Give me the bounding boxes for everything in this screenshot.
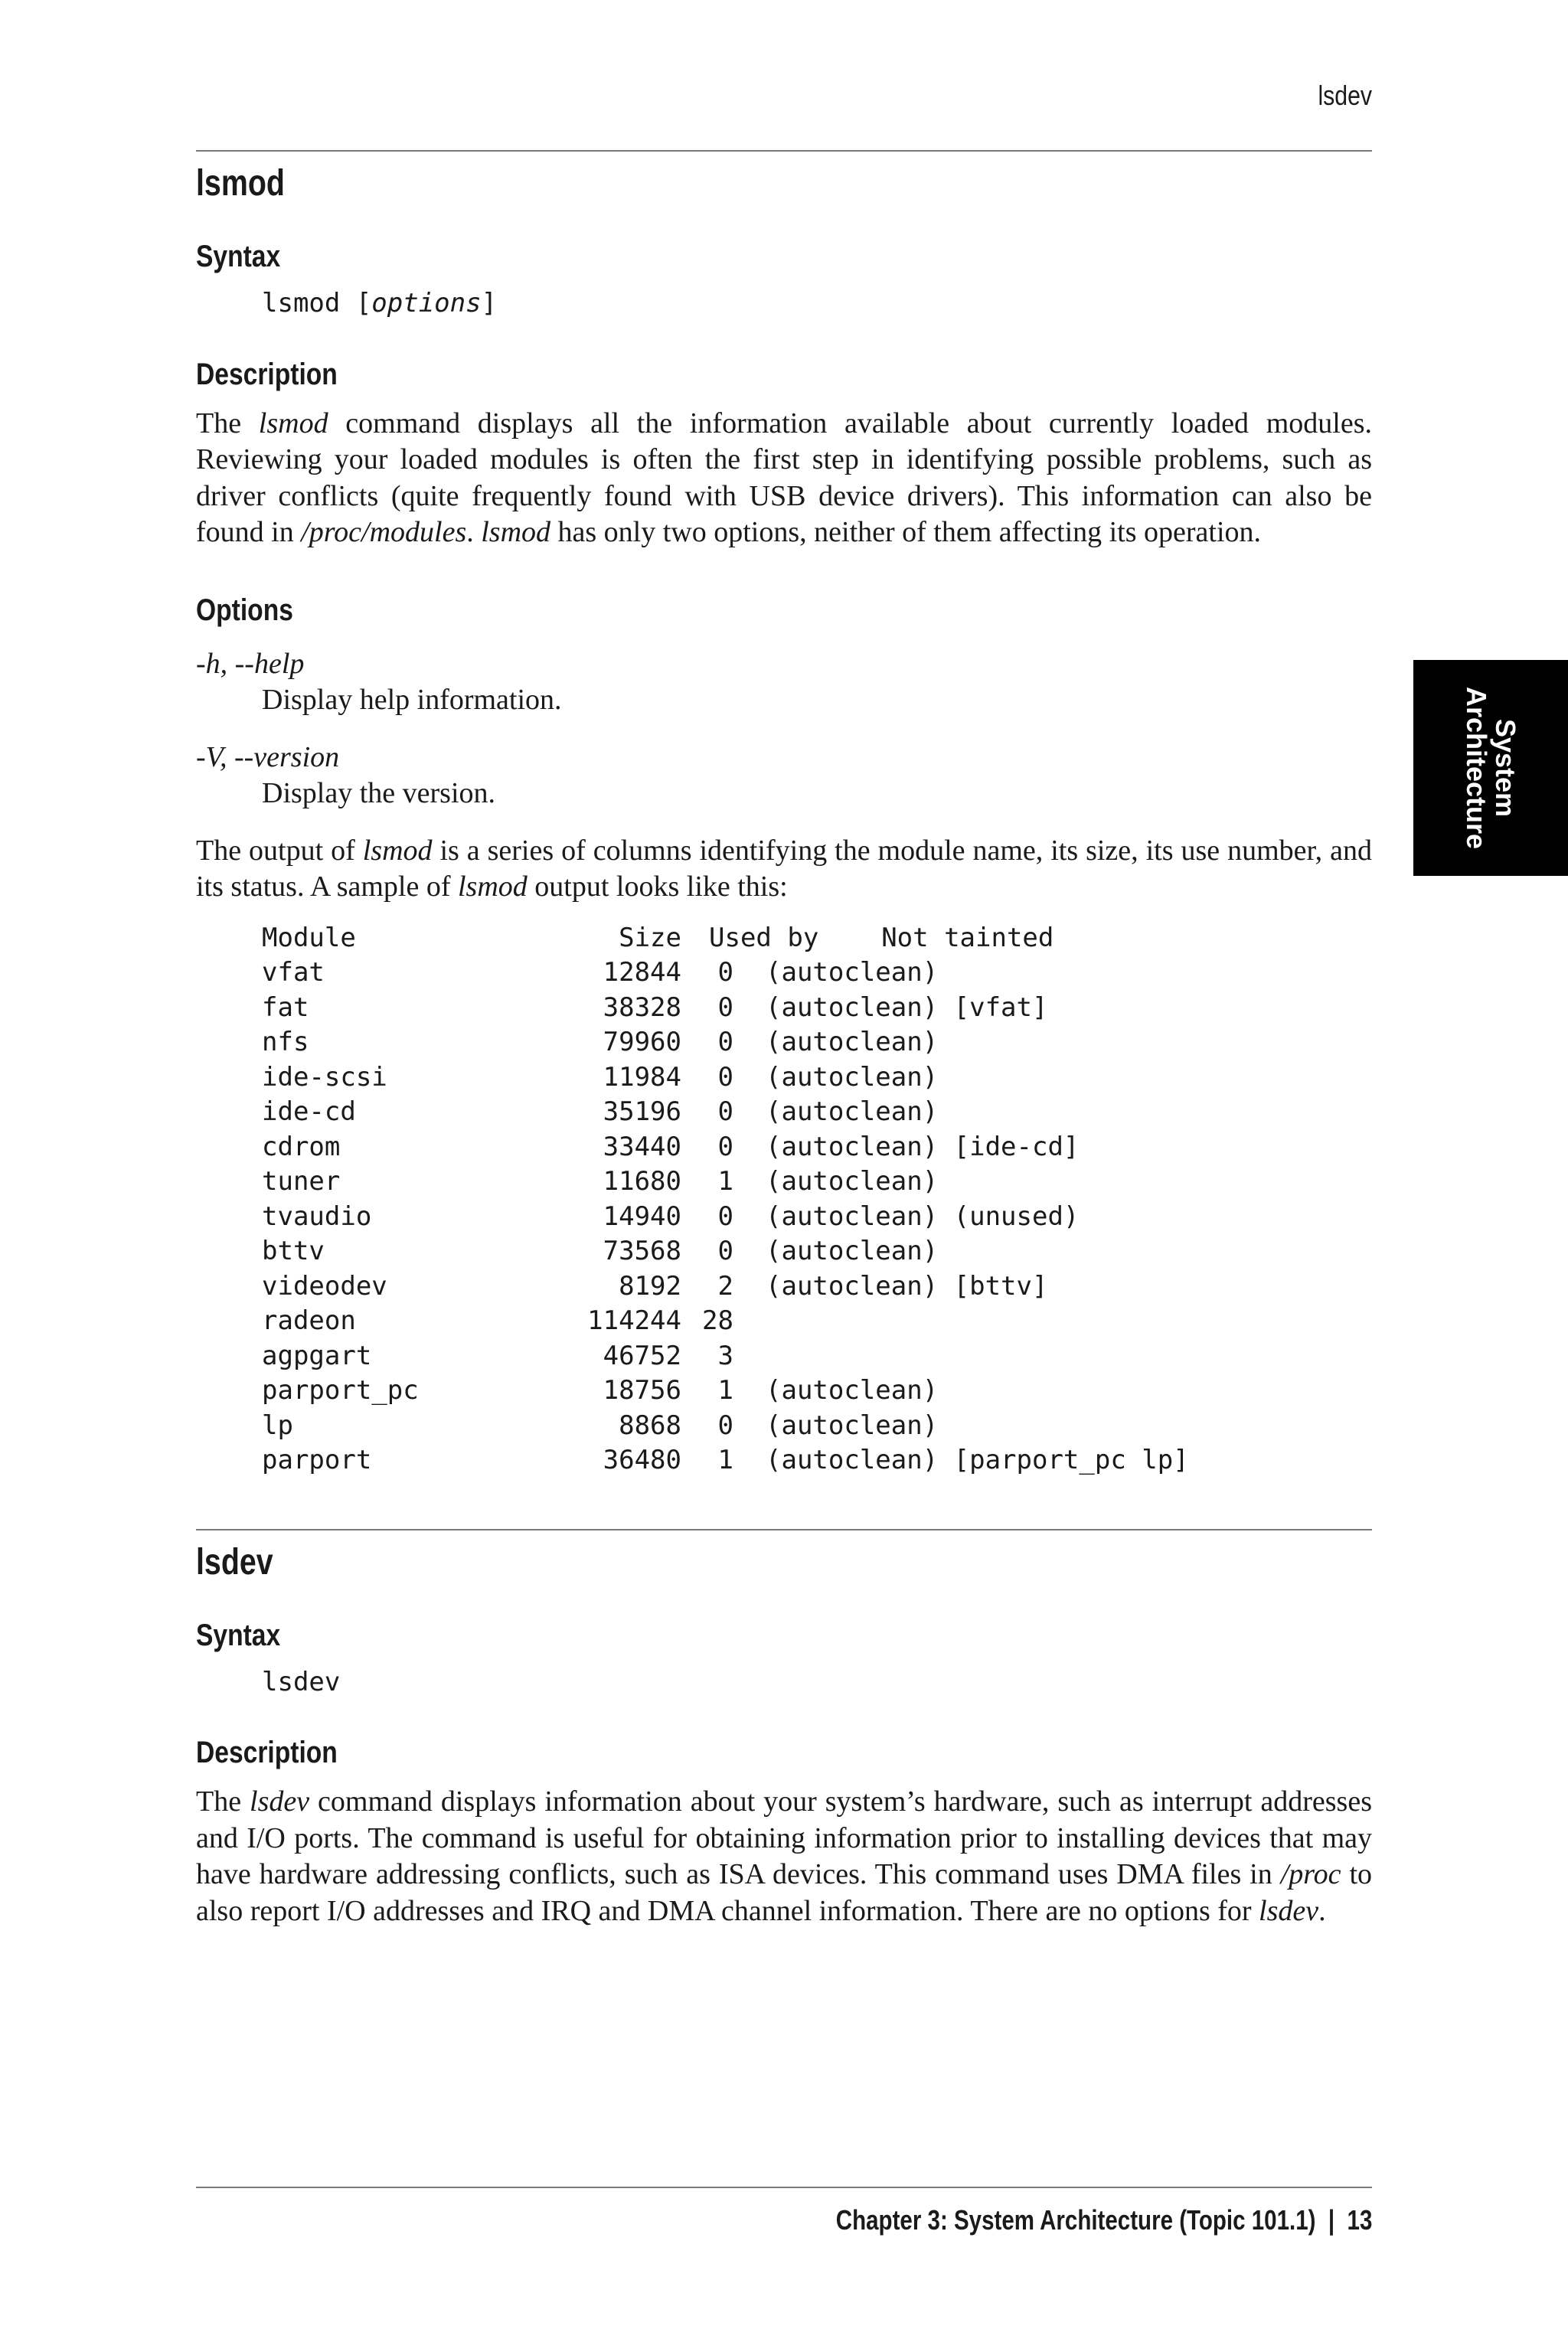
module-rows xyxy=(262,956,1189,1478)
module-used-count: 0 xyxy=(717,991,733,1023)
module-size: 38328 xyxy=(603,991,681,1023)
module-name: ide-cd xyxy=(262,1096,356,1127)
module-size: 8868 xyxy=(619,1410,681,1441)
module-size: 18756 xyxy=(603,1375,681,1406)
module-used-count: 0 xyxy=(717,1131,733,1162)
lsmod-output-table xyxy=(262,921,1189,1478)
module-name: lp xyxy=(262,1410,293,1441)
option-description: Display help information. xyxy=(262,683,562,716)
thumb-tab-line2: Architecture xyxy=(1461,686,1492,850)
module-name: fat xyxy=(262,991,309,1023)
syntax-code xyxy=(262,286,1372,322)
module-size: 36480 xyxy=(603,1445,681,1475)
syntax-command: lsmod [ xyxy=(262,288,372,318)
header-module: Module xyxy=(262,922,356,953)
description-paragraph xyxy=(196,406,1372,551)
module-used-by: (autoclean) [parport_pc lp] xyxy=(766,1445,1189,1475)
module-used-count: 0 xyxy=(717,1410,733,1441)
module-size: 14940 xyxy=(603,1200,681,1232)
desc-text: The xyxy=(196,407,259,439)
module-used-by: (autoclean) xyxy=(766,1061,939,1093)
module-size: 33440 xyxy=(603,1131,681,1162)
desc-text: to also report I/O addresses and IRQ and DMA channel information. There are no options for xyxy=(196,1858,1372,1927)
footer-separator: | xyxy=(1328,2204,1334,2236)
intro-text: The output of xyxy=(196,834,363,867)
footer-chapter: Chapter 3: System Architecture (Topic 101.1) xyxy=(835,2204,1316,2236)
table-row xyxy=(262,1443,1189,1478)
table-row xyxy=(262,1025,1189,1060)
running-head: lsdev xyxy=(1318,80,1372,111)
module-name: radeon xyxy=(262,1305,356,1336)
module-size: 11680 xyxy=(603,1166,681,1197)
header-used-status xyxy=(681,921,1189,956)
desc-command: lsmod xyxy=(258,407,328,439)
module-size: 35196 xyxy=(603,1096,681,1127)
module-used-count: 0 xyxy=(717,1236,733,1266)
module-used-count: 1 xyxy=(717,1166,733,1197)
table-row xyxy=(262,1200,1189,1235)
desc-text: has only two options, neither of them affecting its operation. xyxy=(550,516,1262,548)
header-size: Size xyxy=(619,922,681,953)
module-used-count: 2 xyxy=(717,1270,733,1302)
lsmod-section xyxy=(196,150,1372,1478)
module-used-by: (autoclean) xyxy=(766,1410,939,1441)
header-status: Not tainted xyxy=(881,922,1054,953)
table-row xyxy=(262,1304,1189,1339)
description-heading: Description xyxy=(196,357,338,391)
module-used-count: 28 xyxy=(702,1305,733,1336)
thumb-tab-line1: System xyxy=(1490,718,1521,818)
description-heading: Description xyxy=(196,1736,338,1769)
table-row xyxy=(262,991,1189,1026)
desc-text: command displays all the information available about currently loaded modules. Reviewing your loaded modules is often the first step in identifying possible problems, such as driver conflicts (quite frequently found with USB device drivers). This information can also be found in xyxy=(196,407,1373,548)
table-row xyxy=(262,1165,1189,1200)
module-used-by: (autoclean) xyxy=(766,1236,939,1266)
option-description: Display the version. xyxy=(262,776,496,809)
desc-command: lsdev xyxy=(1259,1894,1319,1927)
module-name: vfat xyxy=(262,957,325,988)
thumb-tab xyxy=(1413,660,1568,876)
table-row xyxy=(262,1269,1189,1305)
module-used-by: (autoclean) [bttv] xyxy=(766,1270,1048,1302)
module-used-by: (autoclean) xyxy=(766,1375,939,1406)
module-size: 11984 xyxy=(603,1061,681,1093)
syntax-close: ] xyxy=(481,288,498,318)
module-used-by: (autoclean) xyxy=(766,1027,939,1057)
module-used-by: (autoclean) xyxy=(766,1096,939,1127)
module-name: parport_pc xyxy=(262,1375,419,1406)
module-name: tvaudio xyxy=(262,1200,372,1232)
desc-text: The xyxy=(196,1785,250,1818)
syntax-argument: options xyxy=(371,288,482,318)
module-used-by: (autoclean) xyxy=(766,1166,939,1197)
desc-path: /proc/modules xyxy=(301,516,467,548)
module-used-count: 3 xyxy=(717,1340,733,1371)
desc-text: . xyxy=(466,516,482,548)
module-used-count: 0 xyxy=(717,957,733,988)
options-heading: Options xyxy=(196,593,293,627)
module-used-count: 0 xyxy=(717,1096,733,1127)
syntax-heading: Syntax xyxy=(196,1618,281,1652)
desc-text: . xyxy=(1318,1894,1326,1927)
page-footer xyxy=(835,2202,1372,2239)
section-title-lsmod: lsmod xyxy=(196,163,285,204)
module-name: nfs xyxy=(262,1027,309,1057)
intro-command: lsmod xyxy=(458,871,528,903)
module-used-count: 1 xyxy=(717,1445,733,1475)
module-used-by xyxy=(737,1339,1189,1374)
module-size: 114244 xyxy=(587,1305,681,1336)
module-size: 46752 xyxy=(603,1340,681,1371)
option-term: -h, --help xyxy=(196,647,305,680)
module-size: 12844 xyxy=(603,957,681,988)
table-row xyxy=(262,1060,1189,1096)
module-name: parport xyxy=(262,1445,372,1475)
module-name: agpgart xyxy=(262,1340,372,1371)
table-row xyxy=(262,1339,1189,1374)
module-name: tuner xyxy=(262,1166,341,1197)
syntax-code: lsdev xyxy=(262,1666,341,1697)
module-used-count: 1 xyxy=(717,1375,733,1406)
desc-text: command displays information about your system’s hardware, such as interrupt addresses and I/O ports. The command is useful for obtaining information prior to installing devices that may have hardware addressing conflicts, such as ISA devices. This command uses DMA files in xyxy=(196,1785,1372,1890)
module-used-count: 0 xyxy=(717,1061,733,1093)
footer-rule xyxy=(196,2187,1372,2188)
module-used-count: 0 xyxy=(717,1200,733,1232)
intro-command: lsmod xyxy=(362,834,433,867)
thumb-tab-label xyxy=(1462,687,1520,849)
table-header-row xyxy=(262,921,1189,956)
option-item xyxy=(196,740,1372,812)
option-term: -V, --version xyxy=(196,740,340,773)
module-name: videodev xyxy=(262,1270,387,1302)
header-used-by: Used by xyxy=(709,922,819,953)
desc-command: lsdev xyxy=(250,1785,310,1818)
output-intro-paragraph xyxy=(196,833,1372,906)
module-size: 79960 xyxy=(603,1027,681,1057)
intro-text: is a series of columns identifying the module name, its size, its use number, and its status. A sample of xyxy=(196,834,1372,903)
table-row xyxy=(262,1409,1189,1444)
page-body xyxy=(196,150,1372,1929)
table-row xyxy=(262,1234,1189,1269)
module-name: bttv xyxy=(262,1236,325,1266)
table-row xyxy=(262,1130,1189,1165)
module-size: 73568 xyxy=(603,1236,681,1266)
module-used-by: (autoclean) xyxy=(766,957,939,988)
module-name: cdrom xyxy=(262,1131,341,1162)
table-row xyxy=(262,1095,1189,1130)
module-used-by xyxy=(737,1304,1189,1339)
module-name: ide-scsi xyxy=(262,1061,387,1093)
module-used-by: (autoclean) (unused) xyxy=(766,1200,1080,1232)
page-number: 13 xyxy=(1347,2204,1372,2236)
section-title-lsdev: lsdev xyxy=(196,1541,273,1583)
module-used-by: (autoclean) [vfat] xyxy=(766,991,1048,1023)
desc-path: /proc xyxy=(1280,1858,1341,1890)
description-paragraph xyxy=(196,1784,1372,1929)
module-used-by: (autoclean) [ide-cd] xyxy=(766,1131,1080,1162)
table-row xyxy=(262,1374,1189,1409)
lsdev-section xyxy=(196,1529,1372,1930)
syntax-heading: Syntax xyxy=(196,240,281,273)
intro-text: output looks like this: xyxy=(527,871,788,903)
desc-command: lsmod xyxy=(481,516,551,548)
module-used-count: 0 xyxy=(717,1027,733,1057)
option-item xyxy=(196,646,1372,718)
module-size: 8192 xyxy=(619,1270,681,1302)
table-row xyxy=(262,956,1189,991)
